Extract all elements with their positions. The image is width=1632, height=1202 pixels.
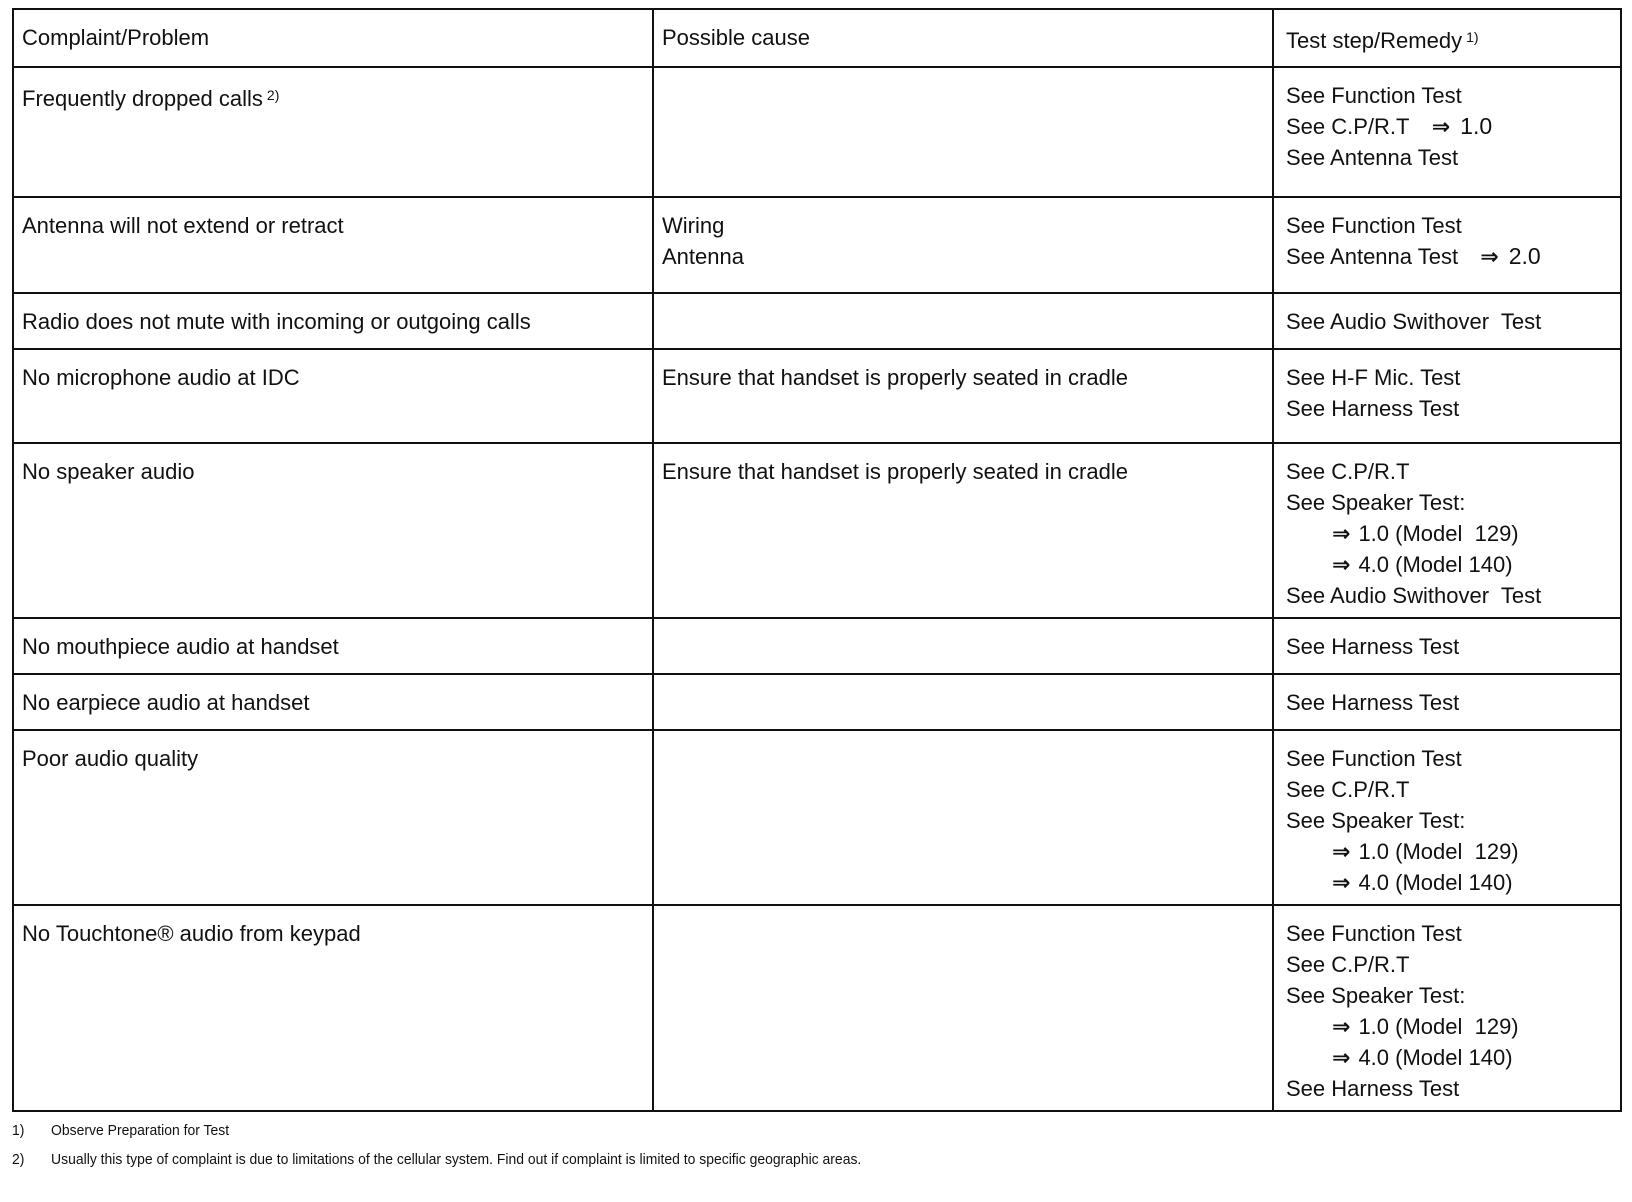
cause-cell	[653, 293, 1273, 349]
complaint-cell	[13, 730, 653, 905]
table-row	[13, 618, 1621, 674]
complaint-text: Radio does not mute with incoming or outgoing calls	[22, 309, 531, 334]
remedy-line	[1286, 1073, 1612, 1104]
remedy-cell	[1273, 618, 1621, 674]
cause-line: Ensure that handset is properly seated in cradle	[662, 459, 1128, 484]
header-remedy: Test step/Remedy $^{1)}$	[1273, 9, 1621, 67]
remedy-cell	[1273, 905, 1621, 1111]
footnote-text: Observe Preparation for Test	[51, 1122, 230, 1139]
remedy-text: See Harness Test	[1286, 396, 1460, 421]
arrow-icon: ⇒	[1332, 1045, 1351, 1070]
table-row	[13, 674, 1621, 730]
remedy-line	[1286, 867, 1612, 898]
arrow-icon: ⇒	[1332, 1014, 1351, 1039]
remedy-text: See Speaker Test:	[1286, 808, 1466, 833]
remedy-line	[1286, 210, 1612, 241]
complaint-text: No Touchtone® audio from keypad	[22, 921, 361, 946]
arrow-icon: ⇒	[1332, 552, 1351, 577]
table-row	[13, 293, 1621, 349]
remedy-line	[1286, 241, 1612, 272]
remedy-line	[1286, 487, 1612, 518]
remedy-cell	[1273, 349, 1621, 443]
remedy-text: See Speaker Test:	[1286, 983, 1466, 1008]
step-number: 2.0	[1508, 243, 1541, 269]
complaint-text: Frequently dropped calls	[22, 86, 263, 111]
troubleshooting-table	[12, 8, 1622, 1112]
table-row	[13, 905, 1621, 1111]
remedy-line	[1286, 306, 1612, 337]
table-row	[13, 349, 1621, 443]
remedy-text: 4.0 (Model 140)	[1358, 552, 1513, 577]
remedy-text: 4.0 (Model 140)	[1358, 1045, 1513, 1070]
arrow-icon: ⇒	[1332, 521, 1351, 546]
remedy-cell	[1273, 197, 1621, 293]
complaint-cell	[13, 197, 653, 293]
remedy-line	[1286, 836, 1612, 867]
remedy-line	[1286, 393, 1612, 424]
header-complaint: Complaint/Problem	[13, 9, 653, 67]
table-row	[13, 730, 1621, 905]
cause-cell	[653, 349, 1273, 443]
step-number: 1.0	[1460, 113, 1493, 139]
complaint-text: Poor audio quality	[22, 746, 199, 771]
remedy-text: 1.0 (Model 129)	[1358, 1014, 1519, 1039]
complaint-text: No microphone audio at IDC	[22, 365, 300, 390]
footnote	[12, 1116, 1507, 1145]
cause-line: Wiring	[662, 213, 725, 238]
remedy-text: See Antenna Test	[1286, 145, 1459, 170]
remedy-text: See Function Test	[1286, 213, 1462, 238]
complaint-footnote-ref: 2)	[266, 87, 280, 103]
complaint-text: No mouthpiece audio at handset	[22, 634, 339, 659]
remedy-line	[1286, 580, 1612, 611]
remedy-line	[1286, 631, 1612, 662]
footnote-number: 2)	[12, 1151, 25, 1168]
table-row	[13, 443, 1621, 618]
remedy-line	[1286, 949, 1612, 980]
cause-cell	[653, 443, 1273, 618]
remedy-text: See Function Test	[1286, 921, 1462, 946]
header-row	[13, 9, 1621, 67]
table-row	[13, 197, 1621, 293]
cause-line: Ensure that handset is properly seated in cradle	[662, 365, 1128, 390]
remedy-text: 1.0 (Model 129)	[1358, 521, 1519, 546]
remedy-text: See Antenna Test	[1286, 244, 1459, 269]
complaint-text: No earpiece audio at handset	[22, 690, 310, 715]
remedy-text: See Audio Swithover Test	[1286, 309, 1542, 334]
remedy-line	[1286, 456, 1612, 487]
troubleshooting-document	[12, 8, 1620, 1174]
remedy-line	[1286, 518, 1612, 549]
header-remedy-footnote-ref: 1)	[1466, 29, 1479, 45]
cause-cell	[653, 905, 1273, 1111]
remedy-cell	[1273, 67, 1621, 197]
arrow-icon: ⇒	[1332, 870, 1351, 895]
remedy-line	[1286, 687, 1612, 718]
remedy-text: See Harness Test	[1286, 690, 1460, 715]
remedy-text: See Speaker Test:	[1286, 490, 1466, 515]
remedy-text: See Function Test	[1286, 746, 1462, 771]
complaint-cell	[13, 293, 653, 349]
complaint-text: Antenna will not extend or retract	[22, 213, 344, 238]
footnote-text: Usually this type of complaint is due to limitations of the cellular system. Find out if complaint is limited to specific geographic areas.	[51, 1151, 862, 1168]
remedy-cell	[1273, 293, 1621, 349]
remedy-text: See Function Test	[1286, 83, 1462, 108]
remedy-line	[1286, 918, 1612, 949]
remedy-line	[1286, 980, 1612, 1011]
remedy-line	[1286, 743, 1612, 774]
footnotes	[12, 1116, 1507, 1174]
remedy-text: See Harness Test	[1286, 1076, 1460, 1101]
footnote	[12, 1145, 1507, 1174]
remedy-line	[1286, 1011, 1612, 1042]
complaint-cell	[13, 443, 653, 618]
cause-cell	[653, 730, 1273, 905]
remedy-line	[1286, 362, 1612, 393]
remedy-text: See Harness Test	[1286, 634, 1460, 659]
remedy-line	[1286, 805, 1612, 836]
cause-cell	[653, 197, 1273, 293]
remedy-line	[1286, 80, 1612, 111]
complaint-cell	[13, 67, 653, 197]
cause-cell	[653, 674, 1273, 730]
remedy-text: See C.P/R.T	[1286, 777, 1410, 802]
complaint-cell	[13, 674, 653, 730]
complaint-cell	[13, 905, 653, 1111]
complaint-cell	[13, 349, 653, 443]
cause-cell	[653, 67, 1273, 197]
remedy-cell	[1273, 674, 1621, 730]
remedy-line	[1286, 1042, 1612, 1073]
arrow-icon: ⇒	[1332, 839, 1351, 864]
remedy-text: See C.P/R.T	[1286, 114, 1410, 139]
remedy-line	[1286, 111, 1612, 142]
cause-line: Antenna	[662, 244, 744, 269]
remedy-line	[1286, 142, 1612, 173]
remedy-text: See C.P/R.T	[1286, 952, 1410, 977]
cause-cell	[653, 618, 1273, 674]
arrow-icon: ⇒	[1468, 244, 1499, 269]
arrow-icon: ⇒	[1419, 114, 1451, 139]
remedy-text: See H-F Mic. Test	[1286, 365, 1461, 390]
remedy-text: 4.0 (Model 140)	[1358, 870, 1513, 895]
remedy-text: See Audio Swithover Test	[1286, 583, 1542, 608]
remedy-text: 1.0 (Model 129)	[1358, 839, 1519, 864]
footnote-number: 1)	[12, 1122, 25, 1139]
remedy-line	[1286, 774, 1612, 805]
table-row	[13, 67, 1621, 197]
remedy-line	[1286, 549, 1612, 580]
header-cause: Possible cause	[653, 9, 1273, 67]
remedy-cell	[1273, 730, 1621, 905]
complaint-cell	[13, 618, 653, 674]
remedy-cell	[1273, 443, 1621, 618]
complaint-text: No speaker audio	[22, 459, 195, 484]
remedy-text: See C.P/R.T	[1286, 459, 1410, 484]
